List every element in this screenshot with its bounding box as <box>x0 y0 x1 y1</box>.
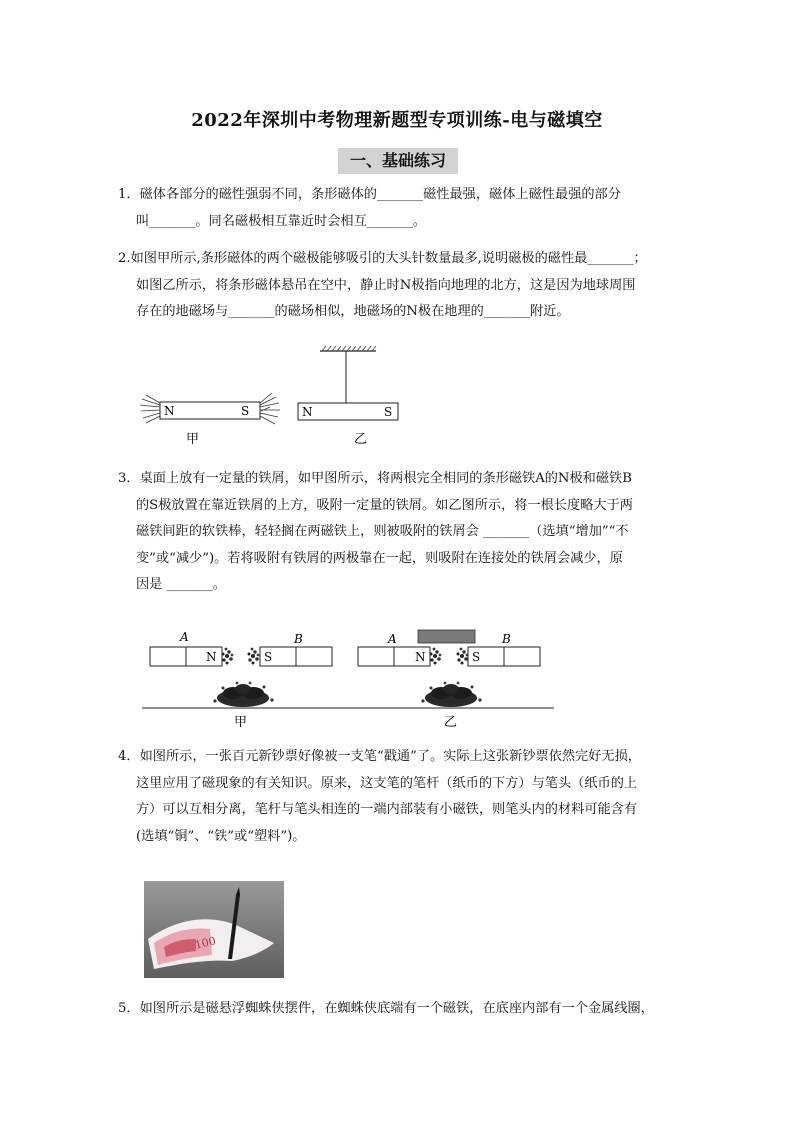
q2-caption-jia: 甲 <box>186 432 200 447</box>
q3-figure-yi <box>358 630 540 730</box>
q3-label-b2: B <box>502 632 511 646</box>
pins-right-icon <box>260 393 280 424</box>
soft-iron-rod <box>418 630 475 643</box>
q3-label-s2: S <box>472 650 481 664</box>
q3-label-n1: N <box>206 650 217 664</box>
q2-label-s1: S <box>241 404 250 418</box>
page-title: 2022年深圳中考物理新题型专项训练-电与磁填空 <box>191 110 603 131</box>
q4-line-3: 方）可以互相分离，笔杆与笔头相连的一端内部装有小磁铁，则笔头内的材料可能含有 <box>136 802 638 817</box>
question-4 <box>118 744 688 850</box>
q3-label-n2: N <box>415 650 426 664</box>
q2-label-s2: S <box>384 405 393 419</box>
q3-line-4: 变”或“减少”)。若将吸附有铁屑的两极靠在一起，则吸附在连接处的铁屑会减少，原 <box>136 550 623 566</box>
banknote-denomination: 100 <box>193 934 218 952</box>
filings-icon <box>248 648 260 665</box>
iron-filings-heap-icon <box>213 682 273 707</box>
q3-caption-yi: 乙 <box>444 715 458 730</box>
q2-line-2: 如图乙所示，将条形磁体悬吊在空中，静止时N极指向地理的北方，这是因为地球周围 <box>136 277 636 293</box>
q3-figure <box>140 625 560 733</box>
filings-icon <box>457 648 469 665</box>
question-2 <box>118 246 688 326</box>
pins-left-icon <box>140 395 160 423</box>
q1-line-1: 1．磁体各部分的磁性强弱不同，条形磁体的_______磁性最强，磁体上磁性最强的部分 <box>118 187 621 202</box>
q3-label-a1: A <box>180 630 189 644</box>
banknote-pen-photo <box>144 881 284 978</box>
filings-icon <box>430 648 442 665</box>
q3-line-3: 磁铁间距的软铁棒，轻轻搁在两磁铁上，则被吸附的铁屑会 _______（选填“增加”“不 <box>136 524 629 539</box>
q4-line-4: (选填“铜”、“铁”或“塑料”)。 <box>136 828 306 844</box>
q3-line-5: 因是 _______。 <box>136 577 226 592</box>
q3-label-a2: A <box>388 632 397 646</box>
q3-line-2: 的S极放置在靠近铁屑的上方，吸附一定量的铁屑。如乙图所示，将一根长度略大于两 <box>136 497 633 513</box>
question-5 <box>118 996 688 1023</box>
filings-icon <box>222 648 234 665</box>
q3-line-1: 3．桌面上放有一定量的铁屑，如甲图所示，将两根完全相同的条形磁铁A的N极和磁铁B <box>118 471 632 486</box>
q2-line-1: 2.如图甲所示,条形磁体的两个磁极能够吸引的大头针数量最多,说明磁极的磁性最_______； <box>118 251 647 266</box>
q2-label-n1: N <box>164 404 175 418</box>
section-heading: 一、基础练习 <box>338 148 458 174</box>
q5-line-1: 5．如图所示是磁悬浮蜘蛛侠摆件，在蜘蛛侠底端有一个磁铁，在底座内部有一个金属线圈， <box>118 1001 654 1016</box>
q3-caption-jia: 甲 <box>234 715 248 730</box>
q3-figure-jia <box>150 630 332 730</box>
q2-label-n2: N <box>302 405 313 419</box>
magnet-jia <box>140 393 280 447</box>
q2-line-3: 存在的地磁场与_______的磁场相似，地磁场的N极在地理的_______附近。 <box>136 304 570 319</box>
q4-line-2: 这里应用了磁现象的有关知识。原来，这支笔的笔杆（纸币的下方）与笔头（纸币的上 <box>136 775 638 791</box>
magnet-yi <box>298 346 398 447</box>
q4-line-1: 4．如图所示，一张百元新钞票好像被一支笔“戳通”了。实际上这张新钞票依然完好无损， <box>118 749 641 764</box>
q1-line-2: 叫_______。同名磁极相互靠近时会相互_______。 <box>136 213 427 229</box>
question-1 <box>118 182 688 235</box>
q3-label-b1: B <box>294 632 303 646</box>
question-3 <box>118 466 688 599</box>
q3-label-s1: S <box>264 650 273 664</box>
q2-caption-yi: 乙 <box>354 432 368 447</box>
q2-figure <box>140 345 420 450</box>
iron-filings-heap-icon <box>421 682 481 707</box>
